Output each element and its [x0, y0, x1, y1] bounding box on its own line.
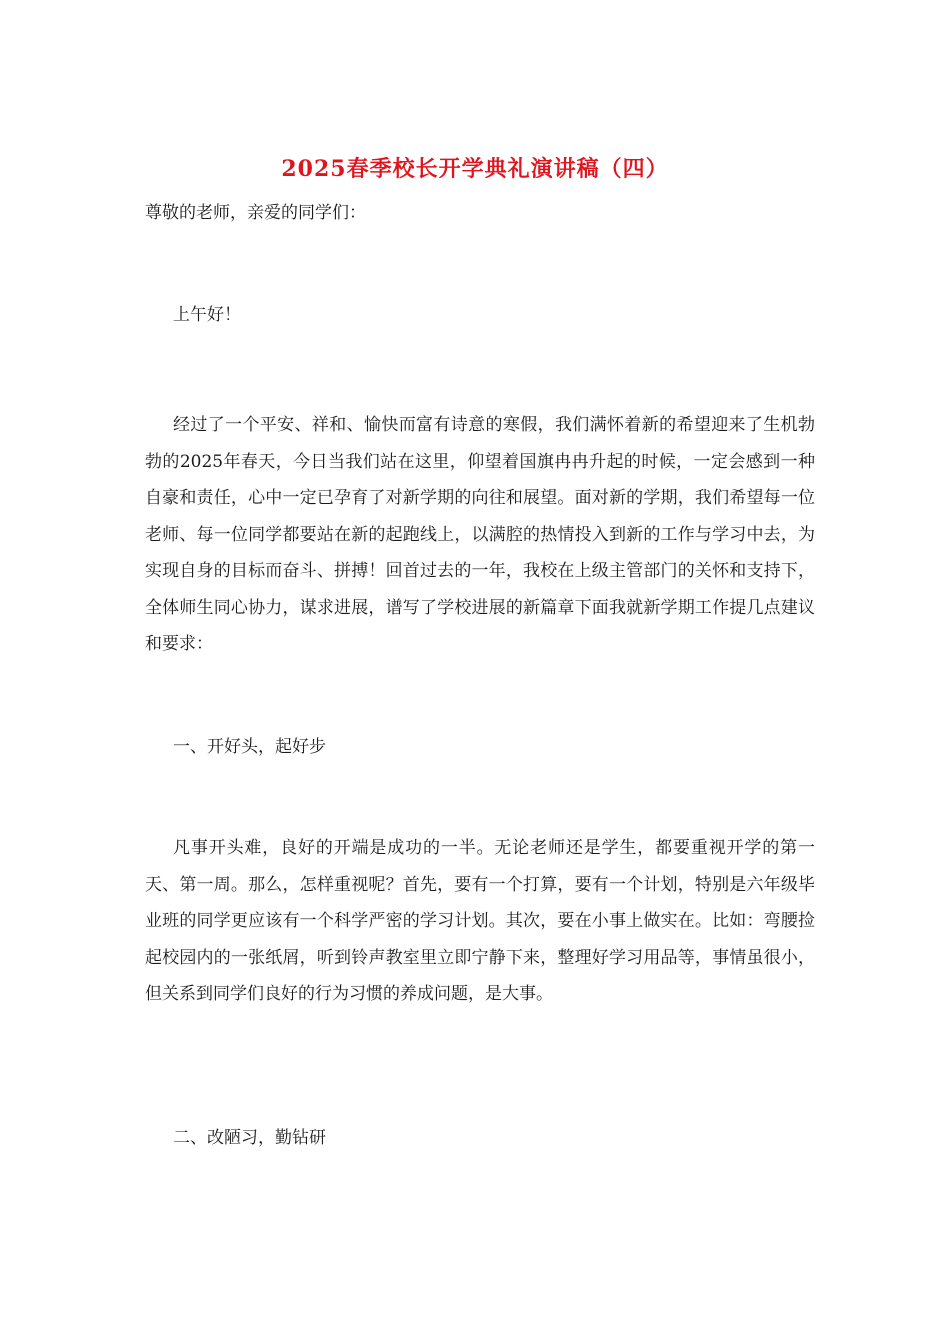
paragraph-1: 经过了一个平安、祥和、愉快而富有诗意的寒假，我们满怀着新的希望迎来了生机勃勃的2025年春天，今日当我们站在这里，仰望着国旗冉冉升起的时候，一定会感到一种自豪和责任，心中一定已孕育了对新学期的向往和展望。面对新的学期，我们希望每一位老师、每一位同学都要站在新的起跑线上，以满腔的热情投入到新的工作与学习中去，为实现自身的目标而奋斗、拼搏！回首过去的一年，我校在上级主管部门的关怀和支持下，全体师生同心协力，谋求进展，谱写了学校进展的新篇章下面我就新学期工作提几点建议和要求： — [145, 415, 815, 654]
salutation: 尊敬的老师，亲爱的同学们： — [145, 203, 366, 223]
document-title: 2025春季校长开学典礼演讲稿（四） — [281, 156, 669, 182]
paragraph-2: 凡事开头难，良好的开端是成功的一半。无论老师还是学生，都要重视开学的第一天、第一周。那么，怎样重视呢？首先，要有一个打算，要有一个计划，特别是六年级毕业班的同学更应该有一个科学严密的学习计划。其次，要在小事上做实在。比如：弯腰捡起校园内的一张纸屑，听到铃声教室里立即宁静下来，整理好学习用品等，事情虽很小，但关系到同学们良好的行为习惯的养成问题，是大事。 — [145, 838, 815, 1004]
section-2-heading: 二、改陋习，勤钻研 — [173, 1128, 326, 1148]
greeting: 上午好！ — [173, 305, 241, 325]
section-1-heading: 一、开好头，起好步 — [173, 737, 326, 757]
